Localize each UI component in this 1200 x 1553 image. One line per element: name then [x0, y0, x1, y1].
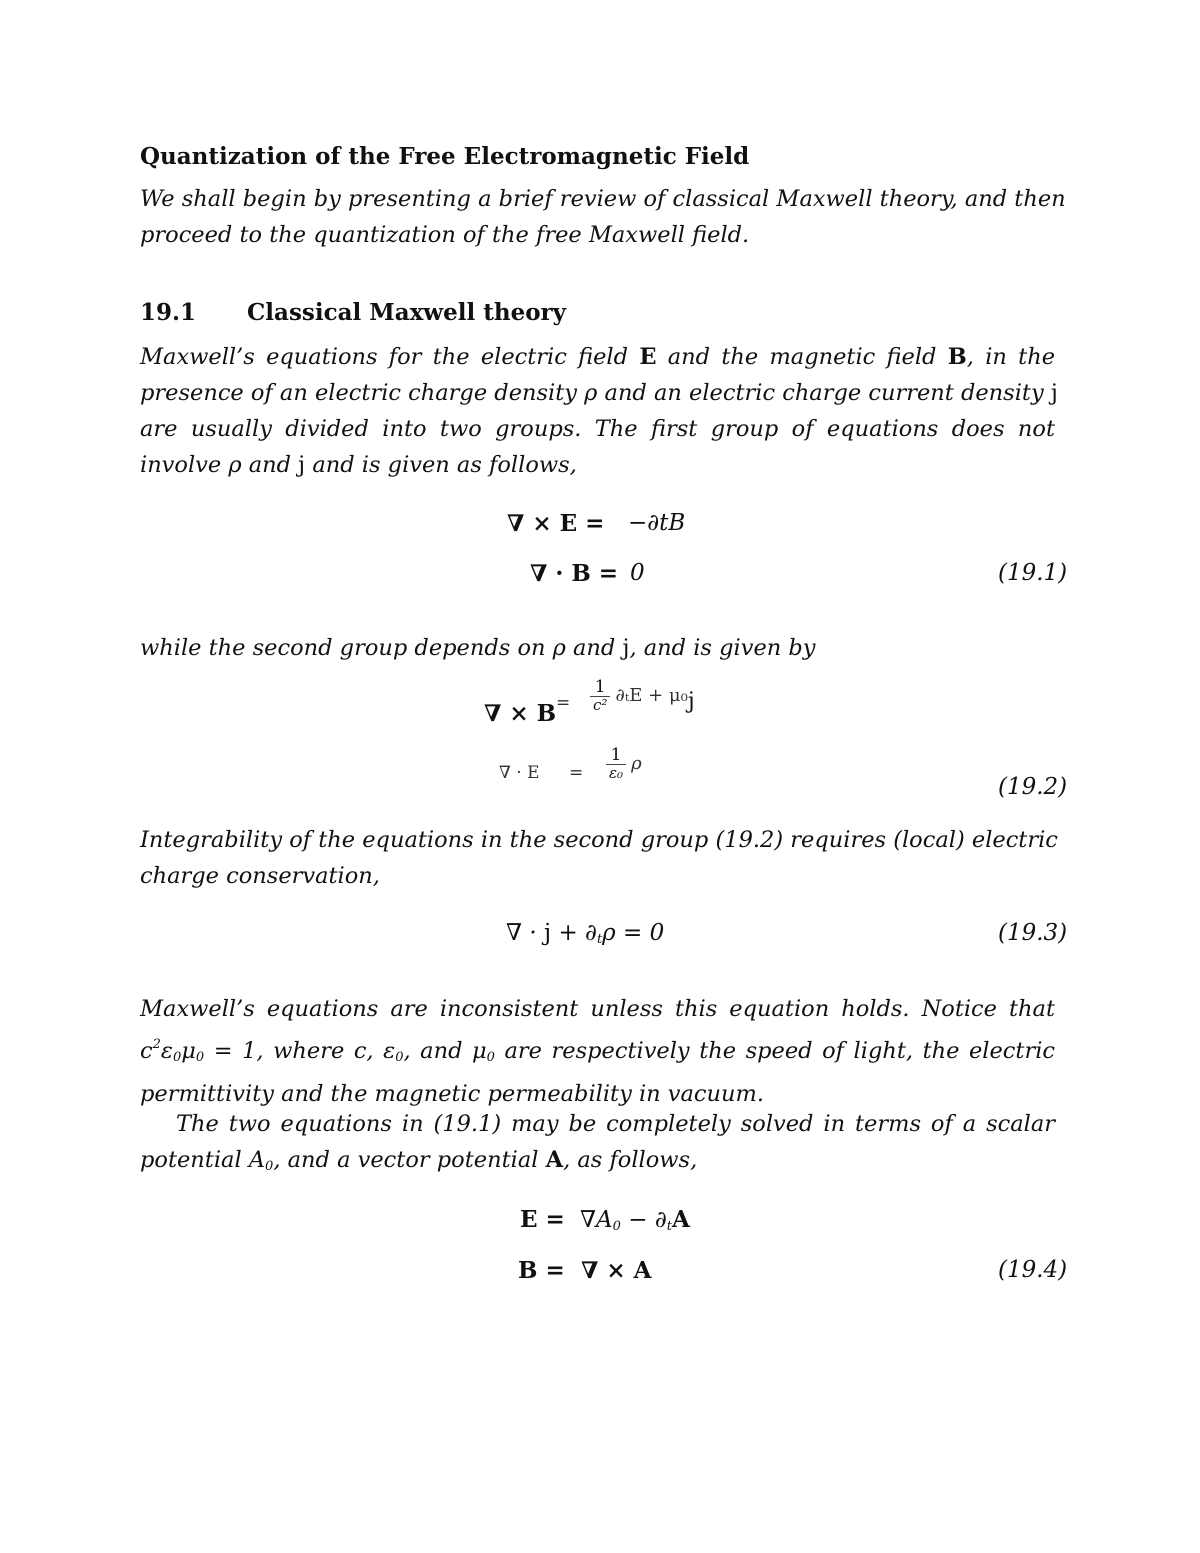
maxwell-paragraph: [140, 339, 1058, 483]
integrability-paragraph: Integrability of the equations in the second group (19.2) requires (local) electric charge conservation,: [140, 827, 1058, 889]
eq-19-1-lhs-1: ∇ × E =: [507, 510, 605, 537]
eq-19-2-rhs-1: $\frac{1}{\text{c²}}$ ∂ₜE + μ₀j: [590, 678, 695, 714]
eq-19-3-label: (19.3): [998, 920, 1068, 946]
eq-19-1-rhs-1: −∂tB: [628, 510, 686, 536]
eq-19-2-row-1: [484, 700, 556, 727]
maxwell-line-2: presence of an electric charge density ρ and an electric charge current density j: [140, 380, 1058, 406]
eq-19-1-row-1: [507, 510, 604, 537]
eq-19-2-lhs-2: ∇ · E: [499, 763, 540, 783]
document-title: Quantization of the Free Electromagnetic Field: [140, 143, 750, 170]
intro-line-1: We shall begin by presenting a brief review of classical Maxwell theory, and then: [140, 186, 1066, 212]
maxwell-line-3: are usually divided into two groups. The first group of equations does not: [140, 416, 1055, 442]
eq-19-1-row-2: [530, 560, 618, 587]
eq-19-4-rhs-1: ∇A0 − ∂tA: [580, 1206, 690, 1234]
eq-19-4-lhs-1: E =: [520, 1206, 565, 1233]
fraction-1-over-eps0: $\frac{1}{\text{ε₀}}$: [606, 746, 626, 781]
eq-19-2-equals-2: =: [569, 763, 584, 783]
eq-19-2-label: (19.2): [998, 774, 1068, 800]
eq-19-1-label: (19.1): [998, 560, 1068, 586]
eq-19-3: ∇ · j + ∂tρ = 0: [506, 920, 665, 947]
eq-19-4-label: (19.4): [998, 1257, 1068, 1283]
eq-19-4-lhs-2: B =: [518, 1257, 565, 1284]
eq-19-1-lhs-2: ∇ · B =: [530, 560, 619, 587]
eq-19-2-equals-1: =: [556, 693, 571, 713]
eq-19-2-rhs-2: $\frac{1}{\text{ε₀}}$ ρ: [606, 746, 642, 781]
maxwell-line-1: Maxwell’s equations for the electric field E and the magnetic field B, in the: [140, 344, 1056, 370]
section-heading: Classical Maxwell theory: [247, 299, 567, 326]
potentials-paragraph: The two equations in (19.1) may be completely solved in terms of a scalar potential A0, and a vector potential A, as follows,: [140, 1111, 1055, 1174]
second-group-paragraph: while the second group depends on ρ and j, and is given by: [140, 635, 816, 661]
section-number: 19.1: [140, 299, 197, 326]
eq-19-1-rhs-2: 0: [630, 560, 645, 586]
eq-19-4-rhs-2: ∇ × A: [581, 1257, 652, 1284]
eq-19-2-lhs-1: ∇ × B: [484, 700, 557, 727]
fraction-1-over-c2: $\frac{1}{\text{c²}}$: [590, 678, 610, 713]
intro-paragraph: [140, 181, 1066, 253]
intro-line-2: proceed to the quantization of the free Maxwell field.: [140, 222, 750, 248]
consistency-paragraph: Maxwell’s equations are inconsistent unless this equation holds. Notice that $c^2\varepsilon 0\mu 0 = 1$, where c, ε0, and μ0 are respectively the speed of light, the electric permittivity and the magnetic permeability in vacuum.: [140, 996, 1056, 1107]
maxwell-line-4: involve ρ and j and is given as follows,: [140, 452, 577, 478]
constants-line: $c^2\varepsilon 0\mu 0 = 1$, where c, ε0, and μ0 are respectively the speed of light, the electric: [140, 1037, 1056, 1065]
